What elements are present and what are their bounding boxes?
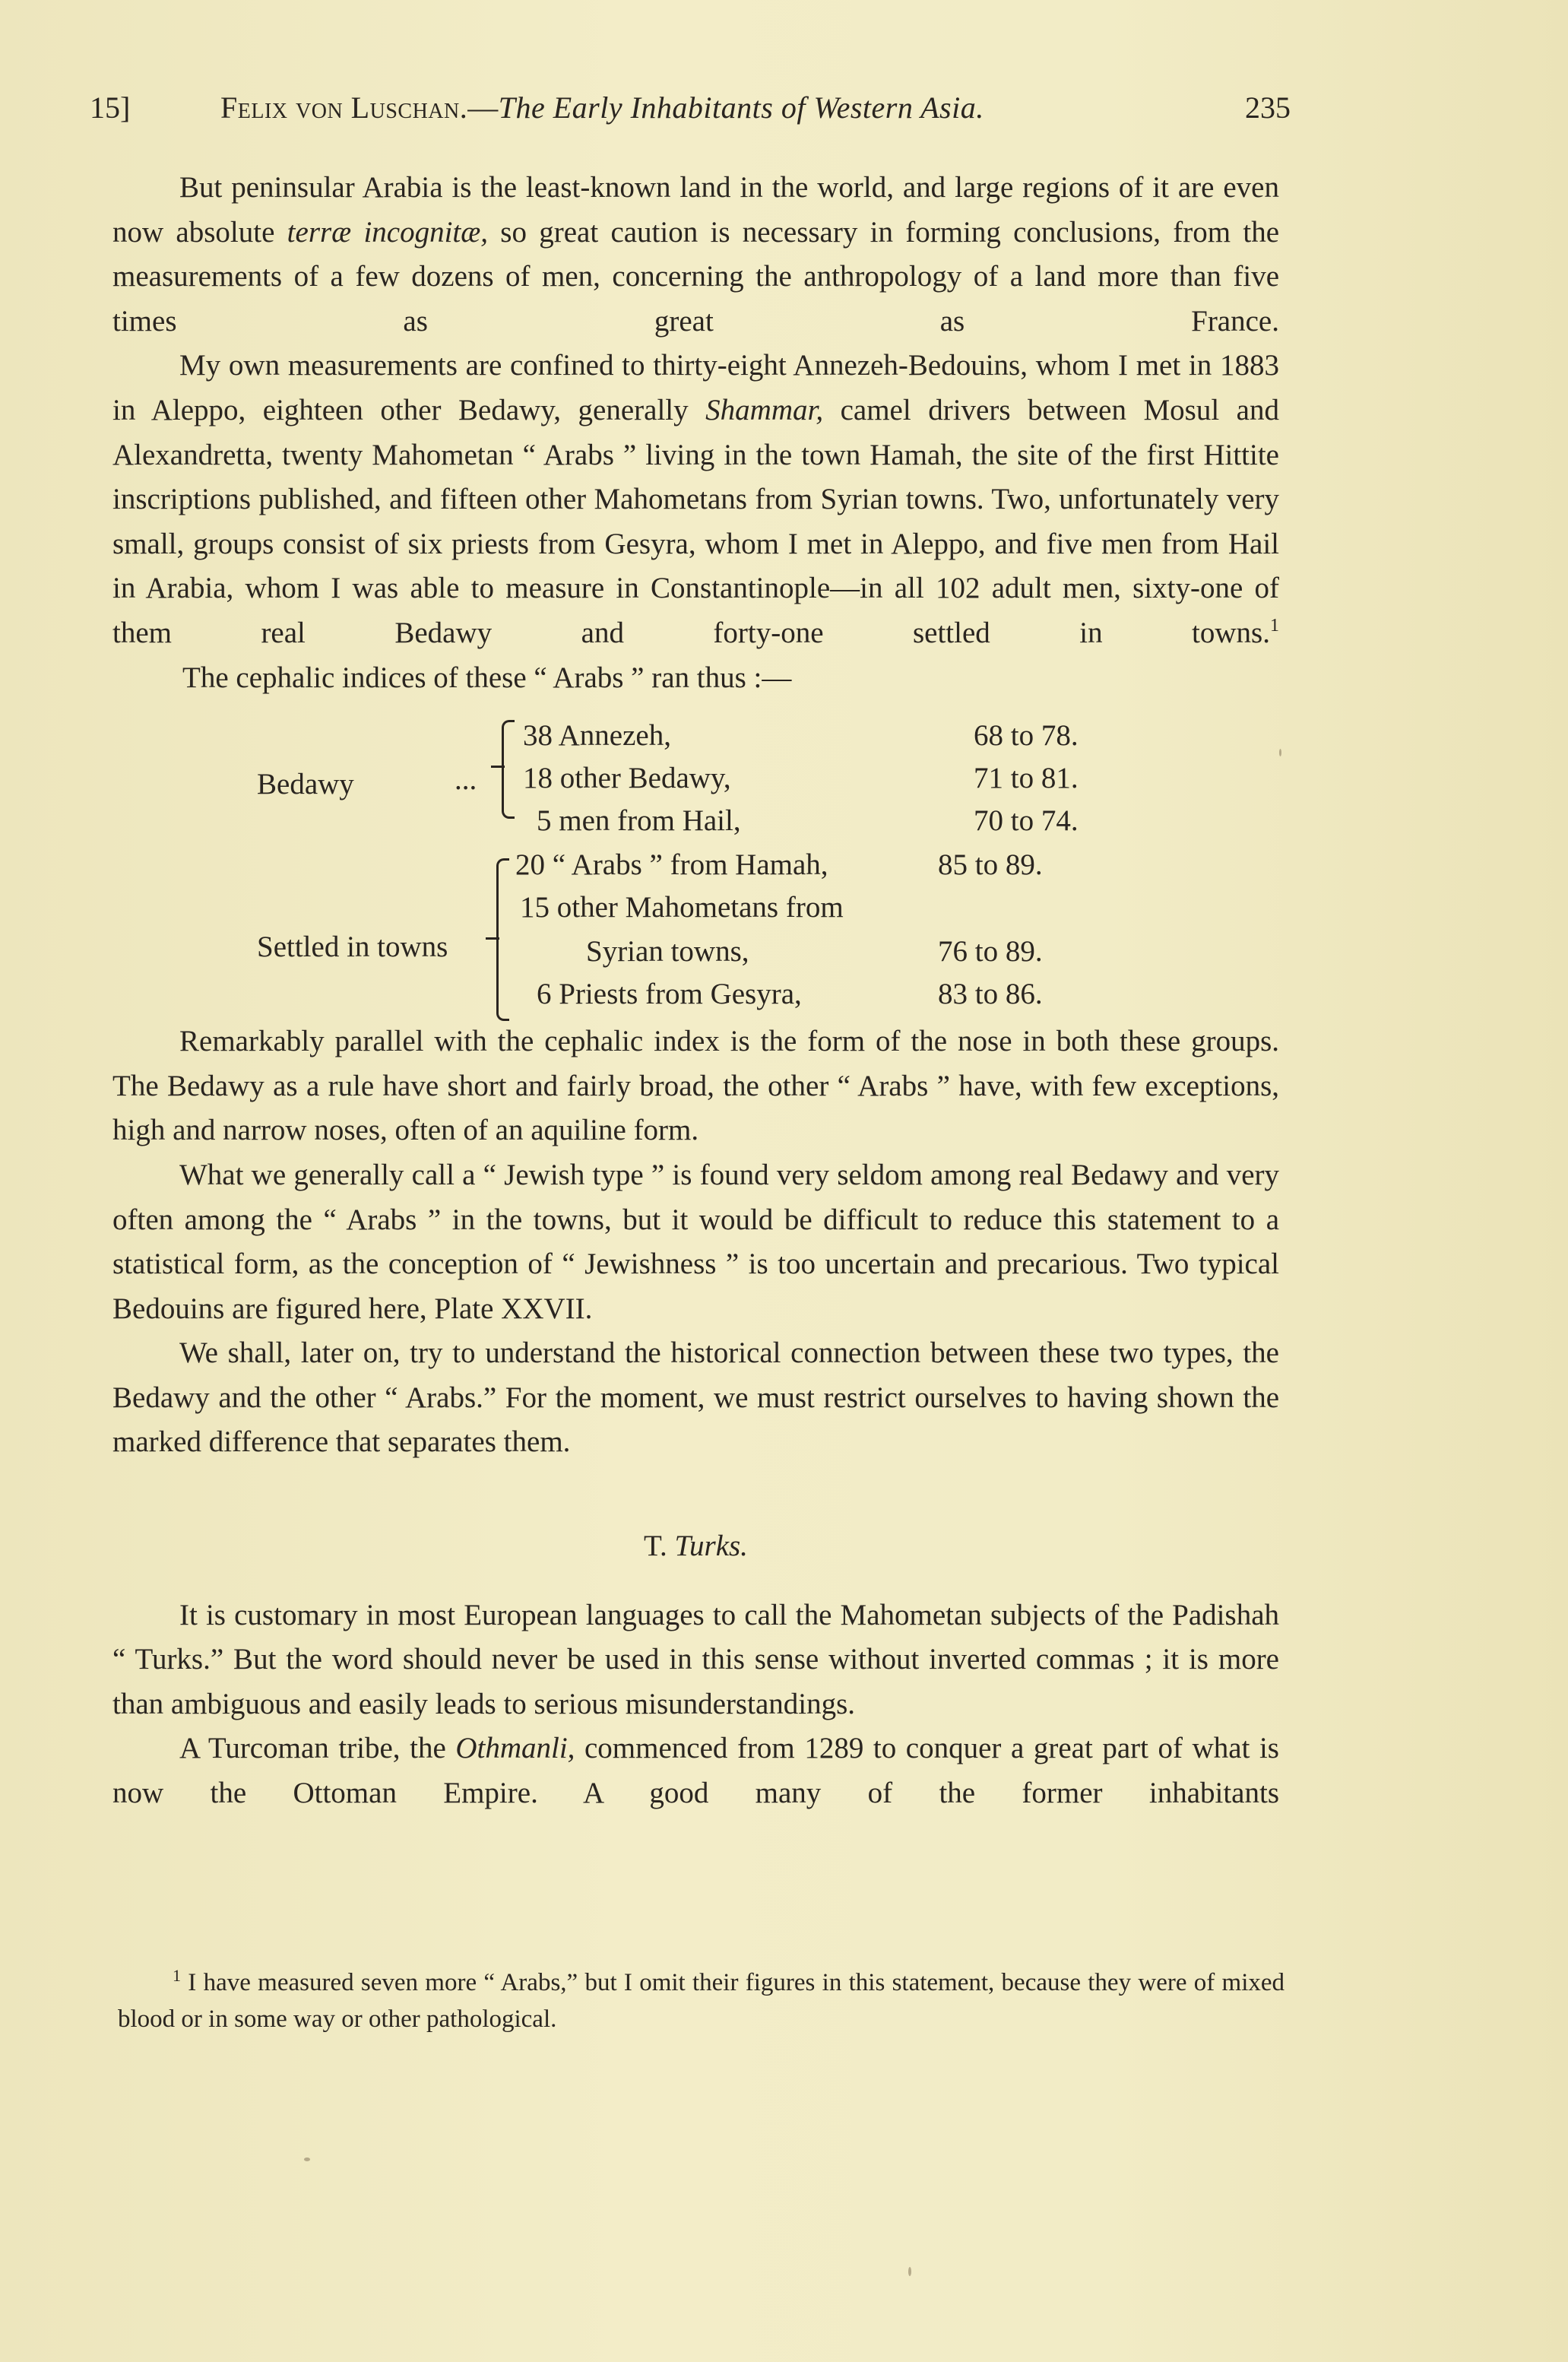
paragraph-nose-form: Remarkably parallel with the cephalic index is the form of the nose in both these groups. The Bedawy as a rule have short and fairly broad, the other “ Arabs ” have, with few exceptions, high and narrow noses, often of an aquiline form.: [112, 1025, 1279, 1147]
footnote-mark: 1: [173, 1966, 181, 1985]
cephalic-index-table: [112, 700, 1279, 1019]
group-label-settled: Settled in towns: [257, 931, 448, 964]
group-label-bedawy: Bedawy: [257, 768, 354, 801]
section-title: Turks.: [674, 1530, 748, 1563]
row-name: 5 men from Hail,: [537, 804, 741, 838]
row-name: 20 “ Arabs ” from Hamah,: [515, 848, 828, 882]
brace-tip: [491, 766, 505, 768]
section-heading: [112, 1524, 1279, 1569]
paragraph-turcoman: [112, 1726, 1279, 1815]
row-name: 15 other Mahometans from: [520, 891, 844, 924]
row-name: 18 other Bedawy,: [523, 762, 731, 795]
italic-term: terræ incognitæ,: [287, 215, 489, 249]
footnote-body: I have measured seven more “ Arabs,” but I omit their figures in this statement, because they were of mixed blood or in some way or other pathological.: [118, 1969, 1285, 2033]
page-number: 235: [1245, 90, 1291, 125]
paragraph-measurements: [112, 344, 1279, 655]
leader-dots: ...: [455, 763, 477, 797]
folio-mark: 15]: [90, 90, 131, 125]
section-letter: T.: [644, 1530, 667, 1563]
running-header: [90, 90, 1291, 135]
row-range: 85 to 89.: [938, 848, 1043, 882]
text-run: so great caution is necessary in forming conclusions, from the measurements of a few dozens of men, concerning the anthropology of a land more than five times as great as France.: [112, 215, 1280, 338]
author-name: Felix von Luschan.: [220, 90, 468, 125]
italic-term: Shammar,: [705, 393, 824, 426]
footnote: [118, 1958, 1284, 2037]
row-name: 6 Priests from Gesyra,: [537, 978, 802, 1011]
brace-settled: [496, 858, 509, 1021]
italic-term: Othmanli,: [455, 1732, 575, 1765]
paragraph-two-types: We shall, later on, try to understand the historical connection between these two types, the Bedawy and the other “ Arabs.” For the moment, we must restrict ourselves to having shown the marked difference that separates them.: [112, 1336, 1279, 1459]
text-run: commenced from 1289 to conquer a great part of what is now the Ottoman Empire. A good many of the former inhabitants: [112, 1732, 1279, 1810]
journal-title: The Early Inhabitants of Western Asia.: [498, 90, 984, 125]
row-range: 68 to 78.: [974, 719, 1079, 753]
title-dash: —: [467, 90, 499, 125]
row-range: 71 to 81.: [974, 762, 1079, 795]
text-run: A Turcoman tribe, the: [179, 1732, 456, 1765]
row-range: 76 to 89.: [938, 935, 1043, 969]
row-name: 38 Annezeh,: [523, 719, 671, 753]
footnote-reference: 1: [1270, 615, 1279, 636]
brace-tip: [486, 937, 499, 940]
paragraph-arabia: [112, 166, 1279, 344]
row-range: 83 to 86.: [938, 978, 1043, 1011]
paragraph-turks: It is customary in most European languages to call the Mahometan subjects of the Padishah “ Turks.” But the word should never be used in this sense without inverted commas ; it is more than ambiguous and easily leads to serious misunderstandings.: [112, 1598, 1279, 1720]
paper-speck: [908, 2267, 911, 2276]
row-name: Syrian towns,: [586, 935, 749, 969]
paragraph-cephalic-intro: The cephalic indices of these “ Arabs ” ran thus :—: [182, 661, 792, 694]
text-run: But peninsular Arabia is the least-known land in the world, and large regions of it are even now absolute: [112, 171, 1279, 249]
paper-speck: [304, 2158, 310, 2161]
paper-speck: [1279, 749, 1281, 756]
body-text: [112, 166, 1279, 1816]
running-title: [220, 90, 984, 125]
row-range: 70 to 74.: [974, 804, 1079, 838]
paragraph-jewish-type: What we generally call a “ Jewish type ” is found very seldom among real Bedawy and very often among the “ Arabs ” in the towns, but it would be difficult to reduce this statement to a statistical form, as the conception of “ Jewishness ” is too uncertain and precarious. Two typical Bedouins are figured here, Plate XXVII.: [112, 1158, 1279, 1325]
text-run: camel drivers between Mosul and Alexandretta, twenty Mahometan “ Arabs ” living in the town Hamah, the site of the first Hittite inscriptions published, and fifteen other Mahometans from Syrian towns. Two, unfortunately very small, groups consist of six priests from Gesyra, whom I met in Aleppo, and five men from Hail in Arabia, whom I was able to measure in Constantinople—in all 102 adult men, sixty-one of them real Bedawy and forty-one settled in towns.: [112, 393, 1279, 649]
footnote-text: [118, 1958, 1284, 2037]
text-run: My own measurements are confined to thirty-eight Annezeh-Bedouins, whom I met in 1883 in Aleppo, eighteen other Bedawy, generally: [112, 349, 1279, 426]
brace-bedawy: [502, 720, 515, 819]
